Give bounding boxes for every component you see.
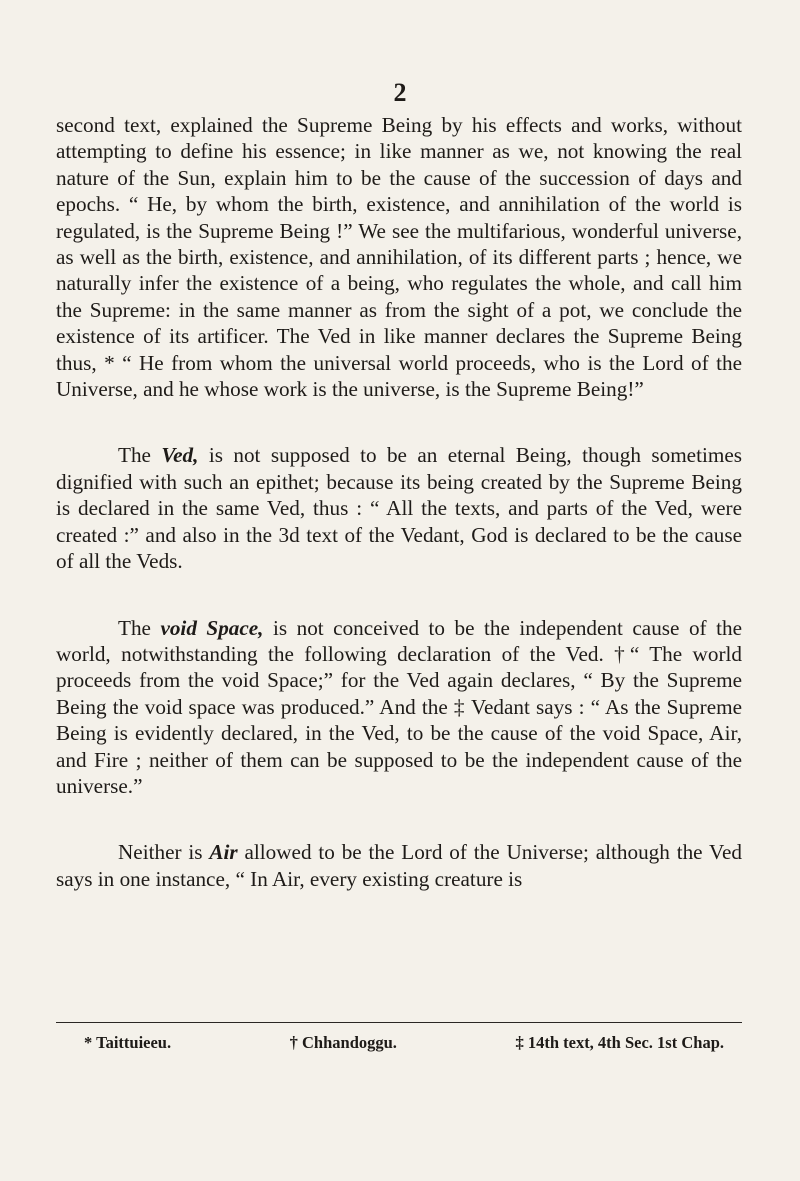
footnote-divider <box>56 1022 742 1023</box>
paragraph-4-lead: Neither is <box>118 840 210 865</box>
paragraph-1-text: second text, explained the Supreme Being by his effects and works, without attempting to define his essence; in like manner as we, not knowing the real nature of the Sun, explain him to be the cause of the succession of days and epochs. “ He, by whom the birth, existence, and annihilation of the world is regulated, is the Supreme Being !” We see the multifarious, wonderful universe, as well as the birth, existence, and annihilation, of its different parts ; hence, we naturally infer the existence of a being, who regulates the whole, and call him the Supreme: in the same manner as from the sight of a pot, we conclude the existence of its artificer. The Ved in like manner declares the Supreme Being thus, * “ He from whom the universal world proceeds, who is the Lord of the Universe, and he whose work is the universe, is the Supreme Being!” <box>56 113 742 402</box>
body-text <box>56 112 742 892</box>
paragraph-2-lead: The <box>118 443 162 468</box>
page-number: 2 <box>393 78 407 107</box>
paragraph-3-text: is not conceived to be the independent cause of the world, notwithstanding the following declaration of the Ved. †“ The world proceeds from the void Space;” for the Ved again declares, “ By the Supreme Being the void space was produced.” And the ‡ Vedant says : “ As the Supreme Being is evidently declared, in the Ved, to be the cause of the void Space, Air, and Fire ; neither of them can be supposed to be the independent cause of the universe.” <box>56 615 742 798</box>
paragraph-3-emphasis: void Space, <box>160 615 264 640</box>
footnote-3: ‡ 14th text, 4th Sec. 1st Chap. <box>515 1033 724 1052</box>
footnotes <box>84 1033 724 1053</box>
paragraph-3-lead: The <box>118 615 161 640</box>
paragraph-4-emphasis: Air <box>209 840 238 865</box>
paragraph-4 <box>56 839 742 892</box>
paragraph-3 <box>56 615 742 800</box>
paragraph-1 <box>56 112 742 402</box>
footnote-1: * Taittuieeu. <box>84 1033 172 1052</box>
paragraph-2-emphasis: Ved, <box>161 443 199 468</box>
footnote-2: † Chhandoggu. <box>289 1033 397 1052</box>
paragraph-2-text: is not supposed to be an eternal Being, though sometimes dignified with such an epithet; because its being created by the Supreme Being is declared in the same Ved, thus : “ All the texts, and parts of the Ved, were created :” and also in the 3d text of the Vedant, God is declared to be the cause of all the Veds. <box>56 443 742 574</box>
paragraph-4-text: allowed to be the Lord of the Universe; although the Ved says in one instance, “ In Air, every existing creature is <box>56 840 742 891</box>
paragraph-2 <box>56 442 742 574</box>
